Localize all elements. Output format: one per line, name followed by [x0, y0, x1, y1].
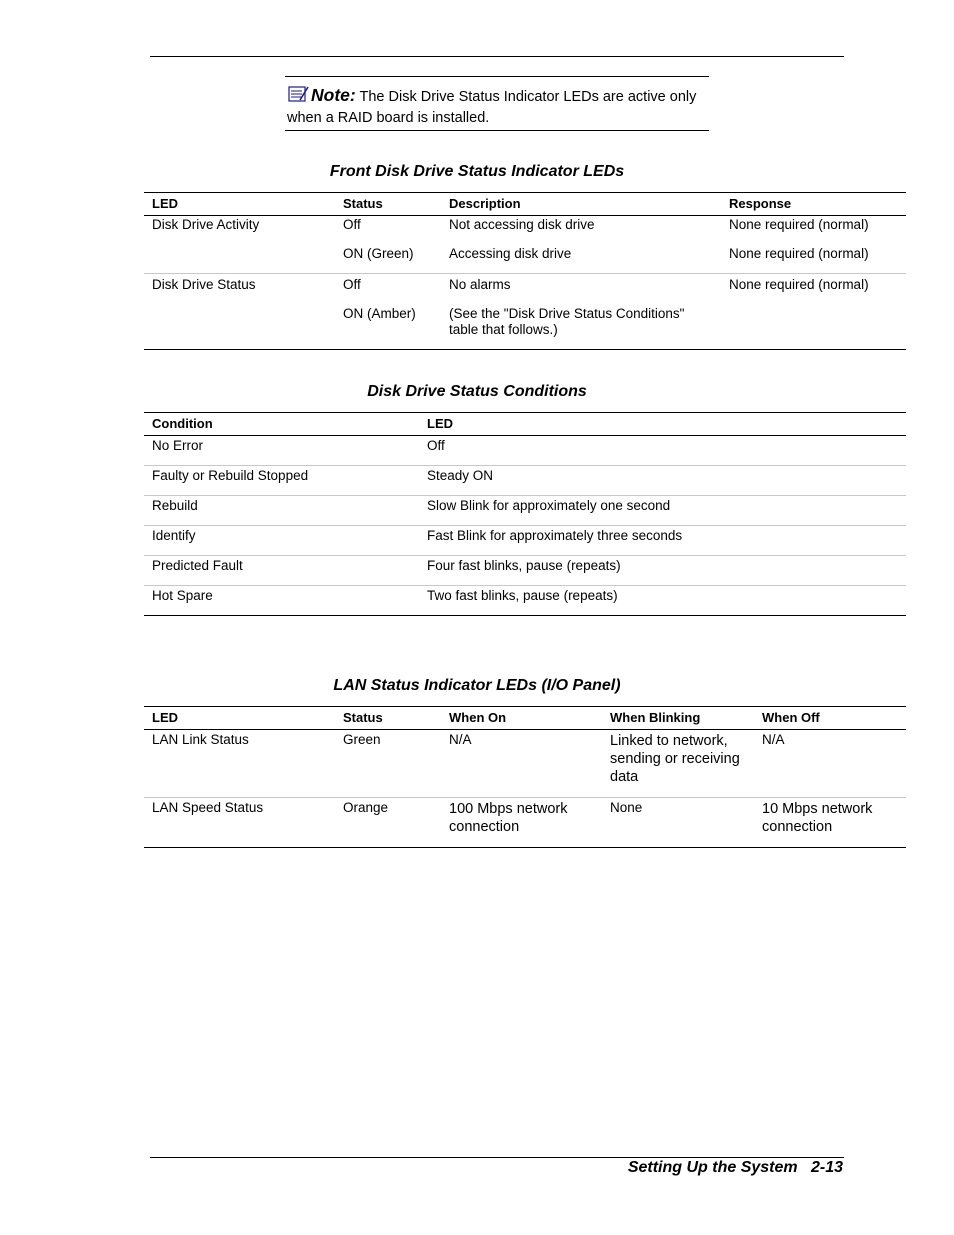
conditions-title: Disk Drive Status Conditions [367, 383, 587, 400]
empty-cell [144, 233, 335, 274]
table-row [144, 496, 906, 526]
front-leds-title: Front Disk Drive Status Indicator LEDs [329, 163, 625, 180]
conditions-table [144, 412, 906, 616]
note-text: The Disk Drive Status Indicator LEDs are active only when a RAID board is installed. [287, 89, 697, 126]
condition-cell: Faulty or Rebuild Stopped [144, 466, 419, 496]
when-on-cell: N/A [441, 730, 602, 798]
led-cell: Two fast blinks, pause (repeats) [427, 588, 618, 603]
footer-section-title: Setting Up the System [627, 1159, 798, 1176]
table-row [144, 293, 906, 350]
response-cell [721, 293, 906, 350]
column-header: Status [335, 193, 441, 216]
led-cell: Four fast blinks, pause (repeats) [419, 556, 906, 586]
condition-cell: No Error [144, 436, 419, 466]
column-header: When Off [754, 707, 906, 730]
led-name: Disk Drive Status [152, 277, 256, 292]
led-cell: Slow Blink for approximately one second [419, 496, 906, 526]
description-cell: Accessing disk drive [441, 233, 721, 274]
table-header-row [144, 707, 906, 730]
column-header: Status [335, 707, 441, 730]
table-header-row [144, 193, 906, 216]
column-header: LED [144, 193, 335, 216]
led-name: Disk Drive Activity [152, 217, 260, 232]
when-blinking-cell: None [610, 800, 643, 815]
column-header: Description [441, 193, 721, 216]
table-header-row [144, 413, 906, 436]
table-row [144, 466, 906, 496]
table-row [144, 274, 906, 294]
column-header: When On [441, 707, 602, 730]
when-on-cell: 100 Mbps network connection [449, 801, 568, 835]
condition-cell: Identify [144, 526, 419, 556]
column-header: LED [419, 413, 906, 436]
note-icon [287, 85, 309, 109]
note-box [285, 76, 709, 131]
condition-cell: Predicted Fault [144, 556, 419, 586]
status-cell: Off [343, 217, 361, 232]
when-off-cell: 10 Mbps network connection [762, 801, 873, 835]
page-footer [628, 1158, 843, 1178]
led-name: LAN Speed Status [152, 800, 264, 815]
condition-cell: Rebuild [144, 496, 419, 526]
led-cell: Off [419, 436, 906, 466]
description-cell: (See the "Disk Drive Status Conditions" table that follows.) [449, 306, 685, 337]
condition-cell: Hot Spare [152, 588, 213, 603]
column-header: Response [721, 193, 906, 216]
table-row [144, 233, 906, 274]
status-cell: Green [335, 730, 441, 798]
status-cell: ON (Green) [335, 233, 441, 274]
led-name: LAN Link Status [144, 730, 335, 798]
description-cell: No alarms [449, 277, 511, 292]
when-off-cell: N/A [754, 730, 906, 798]
lan-leds-title: LAN Status Indicator LEDs (I/O Panel) [333, 677, 621, 694]
status-cell: Orange [343, 800, 389, 815]
when-blinking-cell: Linked to network, sending or receiving data [602, 730, 754, 798]
table-row [144, 798, 906, 848]
column-header: LED [144, 707, 335, 730]
table-row [144, 526, 906, 556]
table-row [144, 216, 906, 234]
table-row [144, 730, 906, 798]
description-cell: Not accessing disk drive [449, 217, 595, 232]
status-cell: ON (Amber) [343, 306, 416, 321]
table-row [144, 586, 906, 616]
empty-cell [144, 293, 335, 350]
response-cell: None required (normal) [729, 277, 869, 292]
note-body [287, 85, 705, 128]
response-cell: None required (normal) [721, 233, 906, 274]
column-header: When Blinking [602, 707, 754, 730]
led-cell: Fast Blink for approximately three seconds [419, 526, 906, 556]
response-cell: None required (normal) [729, 217, 869, 232]
status-cell: Off [343, 277, 361, 292]
led-cell: Steady ON [419, 466, 906, 496]
table-row [144, 556, 906, 586]
page-number: 2-13 [810, 1159, 843, 1176]
front-leds-table [144, 192, 906, 350]
table-row [144, 436, 906, 466]
column-header: Condition [144, 413, 419, 436]
header-rule [150, 56, 844, 57]
note-label: Note: [311, 85, 356, 105]
lan-leds-table [144, 706, 906, 848]
